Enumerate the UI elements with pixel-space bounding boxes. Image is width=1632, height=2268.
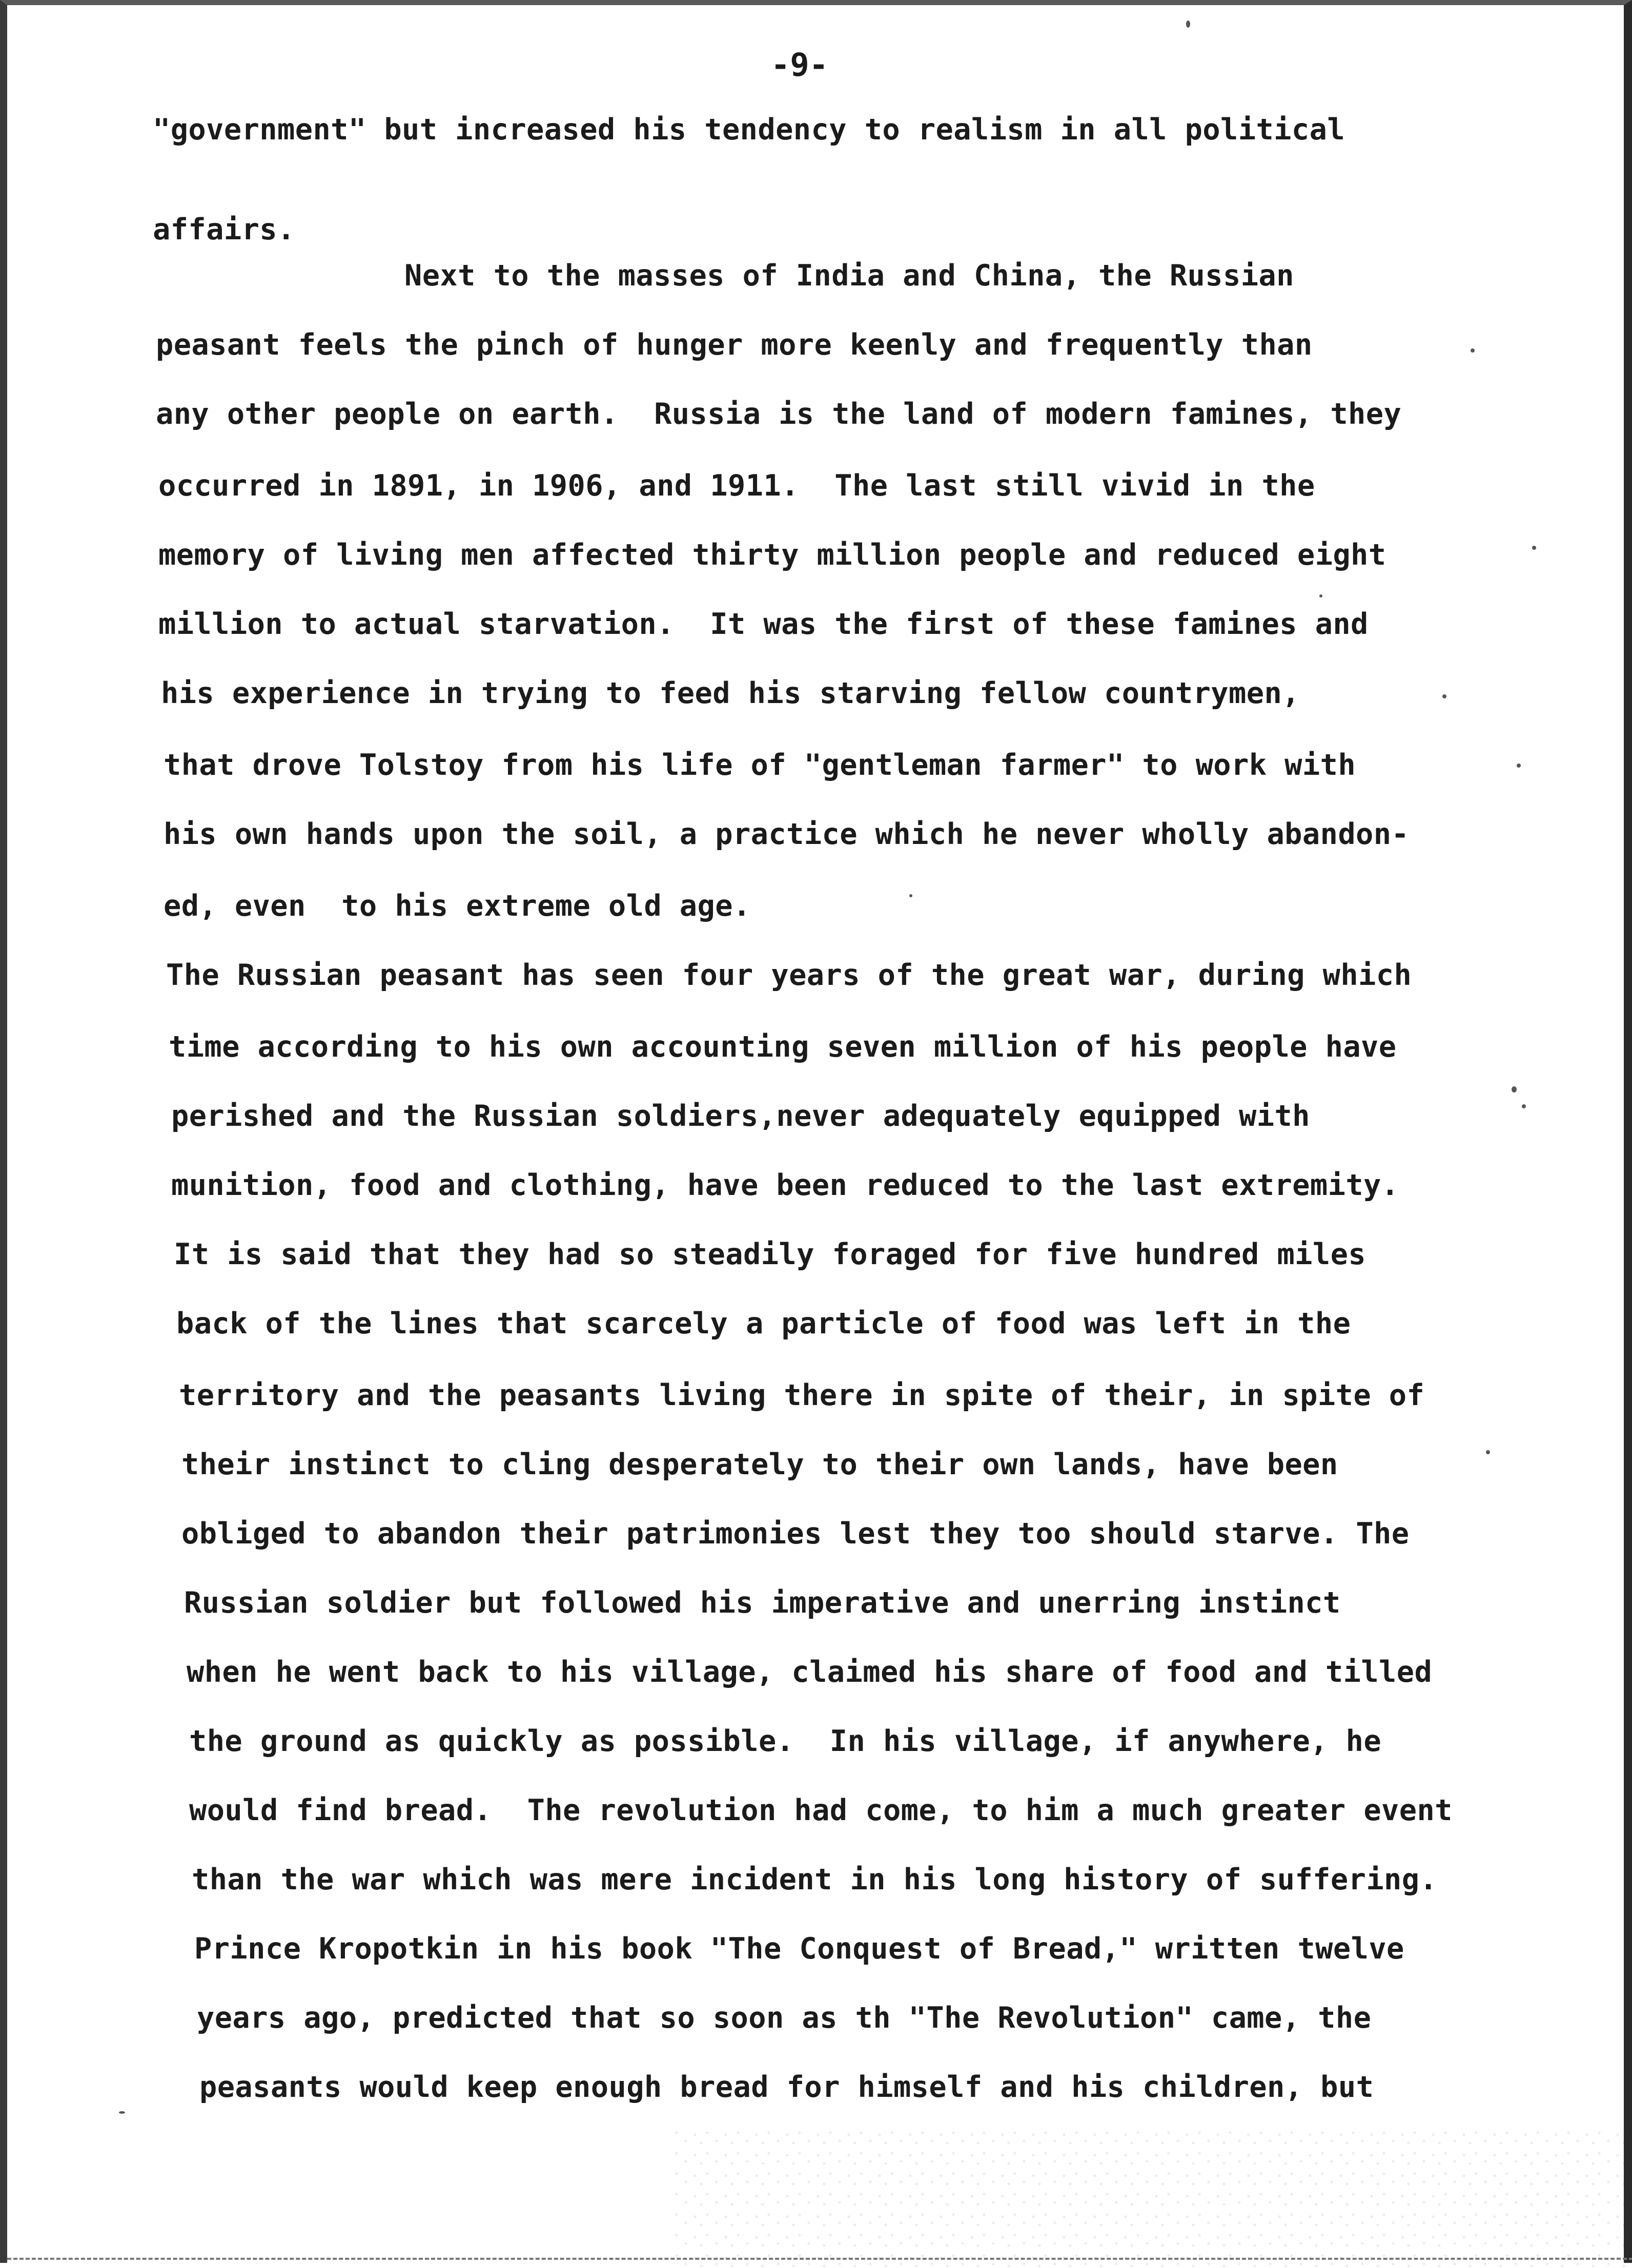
scan-speck — [1512, 1086, 1517, 1092]
text-line: Next to the masses of India and China, the Russian — [404, 259, 1294, 293]
page-number: -9- — [771, 46, 828, 84]
text-line: their instinct to cling desperately to their own lands, have been — [181, 1448, 1338, 1481]
text-line: any other people on earth. Russia is the land of modern famines, they — [156, 397, 1402, 431]
scan-speck — [1471, 348, 1475, 353]
scan-noise — [674, 2127, 1632, 2268]
text-line: that drove Tolstoy from his life of "gentleman farmer" to work with — [164, 748, 1356, 782]
text-line: perished and the Russian soldiers,never adequately equipped with — [171, 1099, 1310, 1133]
scan-speck — [1319, 594, 1322, 597]
text-line: The Russian peasant has seen four years of the great war, during which — [166, 958, 1412, 992]
scan-speck — [1486, 1450, 1490, 1454]
text-line: territory and the peasants living there in spite of their, in spite of — [179, 1378, 1425, 1412]
text-line: when he went back to his village, claimed his share of food and tilled — [187, 1655, 1433, 1689]
text-line: the ground as quickly as possible. In his village, if anywhere, he — [189, 1724, 1382, 1758]
text-line: ed, even to his extreme old age. — [164, 889, 751, 923]
page-bottom-edge — [7, 2258, 1632, 2263]
text-line: obliged to abandon their patrimonies lest they too should starve. The — [181, 1517, 1410, 1551]
text-line: his experience in trying to feed his starving fellow countrymen, — [161, 676, 1300, 710]
text-line: "government" but increased his tendency to realism in all political — [153, 113, 1345, 147]
text-line: Russian soldier but followed his imperative and unerring instinct — [184, 1586, 1341, 1620]
text-line: occurred in 1891, in 1906, and 1911. The last still vivid in the — [158, 469, 1315, 503]
text-line: time according to his own accounting seven million of his people have — [169, 1030, 1397, 1064]
text-line: years ago, predicted that so soon as th "The Revolution" came, the — [197, 2001, 1372, 2035]
scan-speck — [1517, 764, 1521, 768]
scan-speck — [1522, 1104, 1526, 1108]
text-line: peasants would keep enough bread for himself and his children, but — [199, 2070, 1374, 2104]
scan-speck — [1532, 546, 1536, 550]
text-line: affairs. — [153, 213, 295, 246]
scan-speck — [909, 894, 912, 897]
text-line: Prince Kropotkin in his book "The Conquest of Bread," written twelve — [194, 1932, 1404, 1966]
scan-speck — [1442, 694, 1446, 698]
text-line: It is said that they had so steadily foraged for five hundred miles — [174, 1238, 1366, 1271]
text-line: back of the lines that scarcely a particle of food was left in the — [176, 1307, 1351, 1341]
text-line: million to actual starvation. It was the first of these famines and — [158, 607, 1369, 641]
text-line: than the war which was mere incident in his long history of suffering. — [192, 1863, 1438, 1896]
text-line: peasant feels the pinch of hunger more keenly and frequently than — [156, 328, 1313, 362]
text-line: would find bread. The revolution had come, to him a much greater event — [189, 1793, 1453, 1827]
text-line: memory of living men affected thirty million people and reduced eight — [158, 538, 1386, 572]
scan-speck — [119, 2111, 125, 2114]
text-line: munition, food and clothing, have been reduced to the last extremity. — [171, 1168, 1399, 1202]
text-line: his own hands upon the soil, a practice which he never wholly abandon- — [164, 817, 1410, 851]
scan-speck — [1186, 20, 1190, 28]
